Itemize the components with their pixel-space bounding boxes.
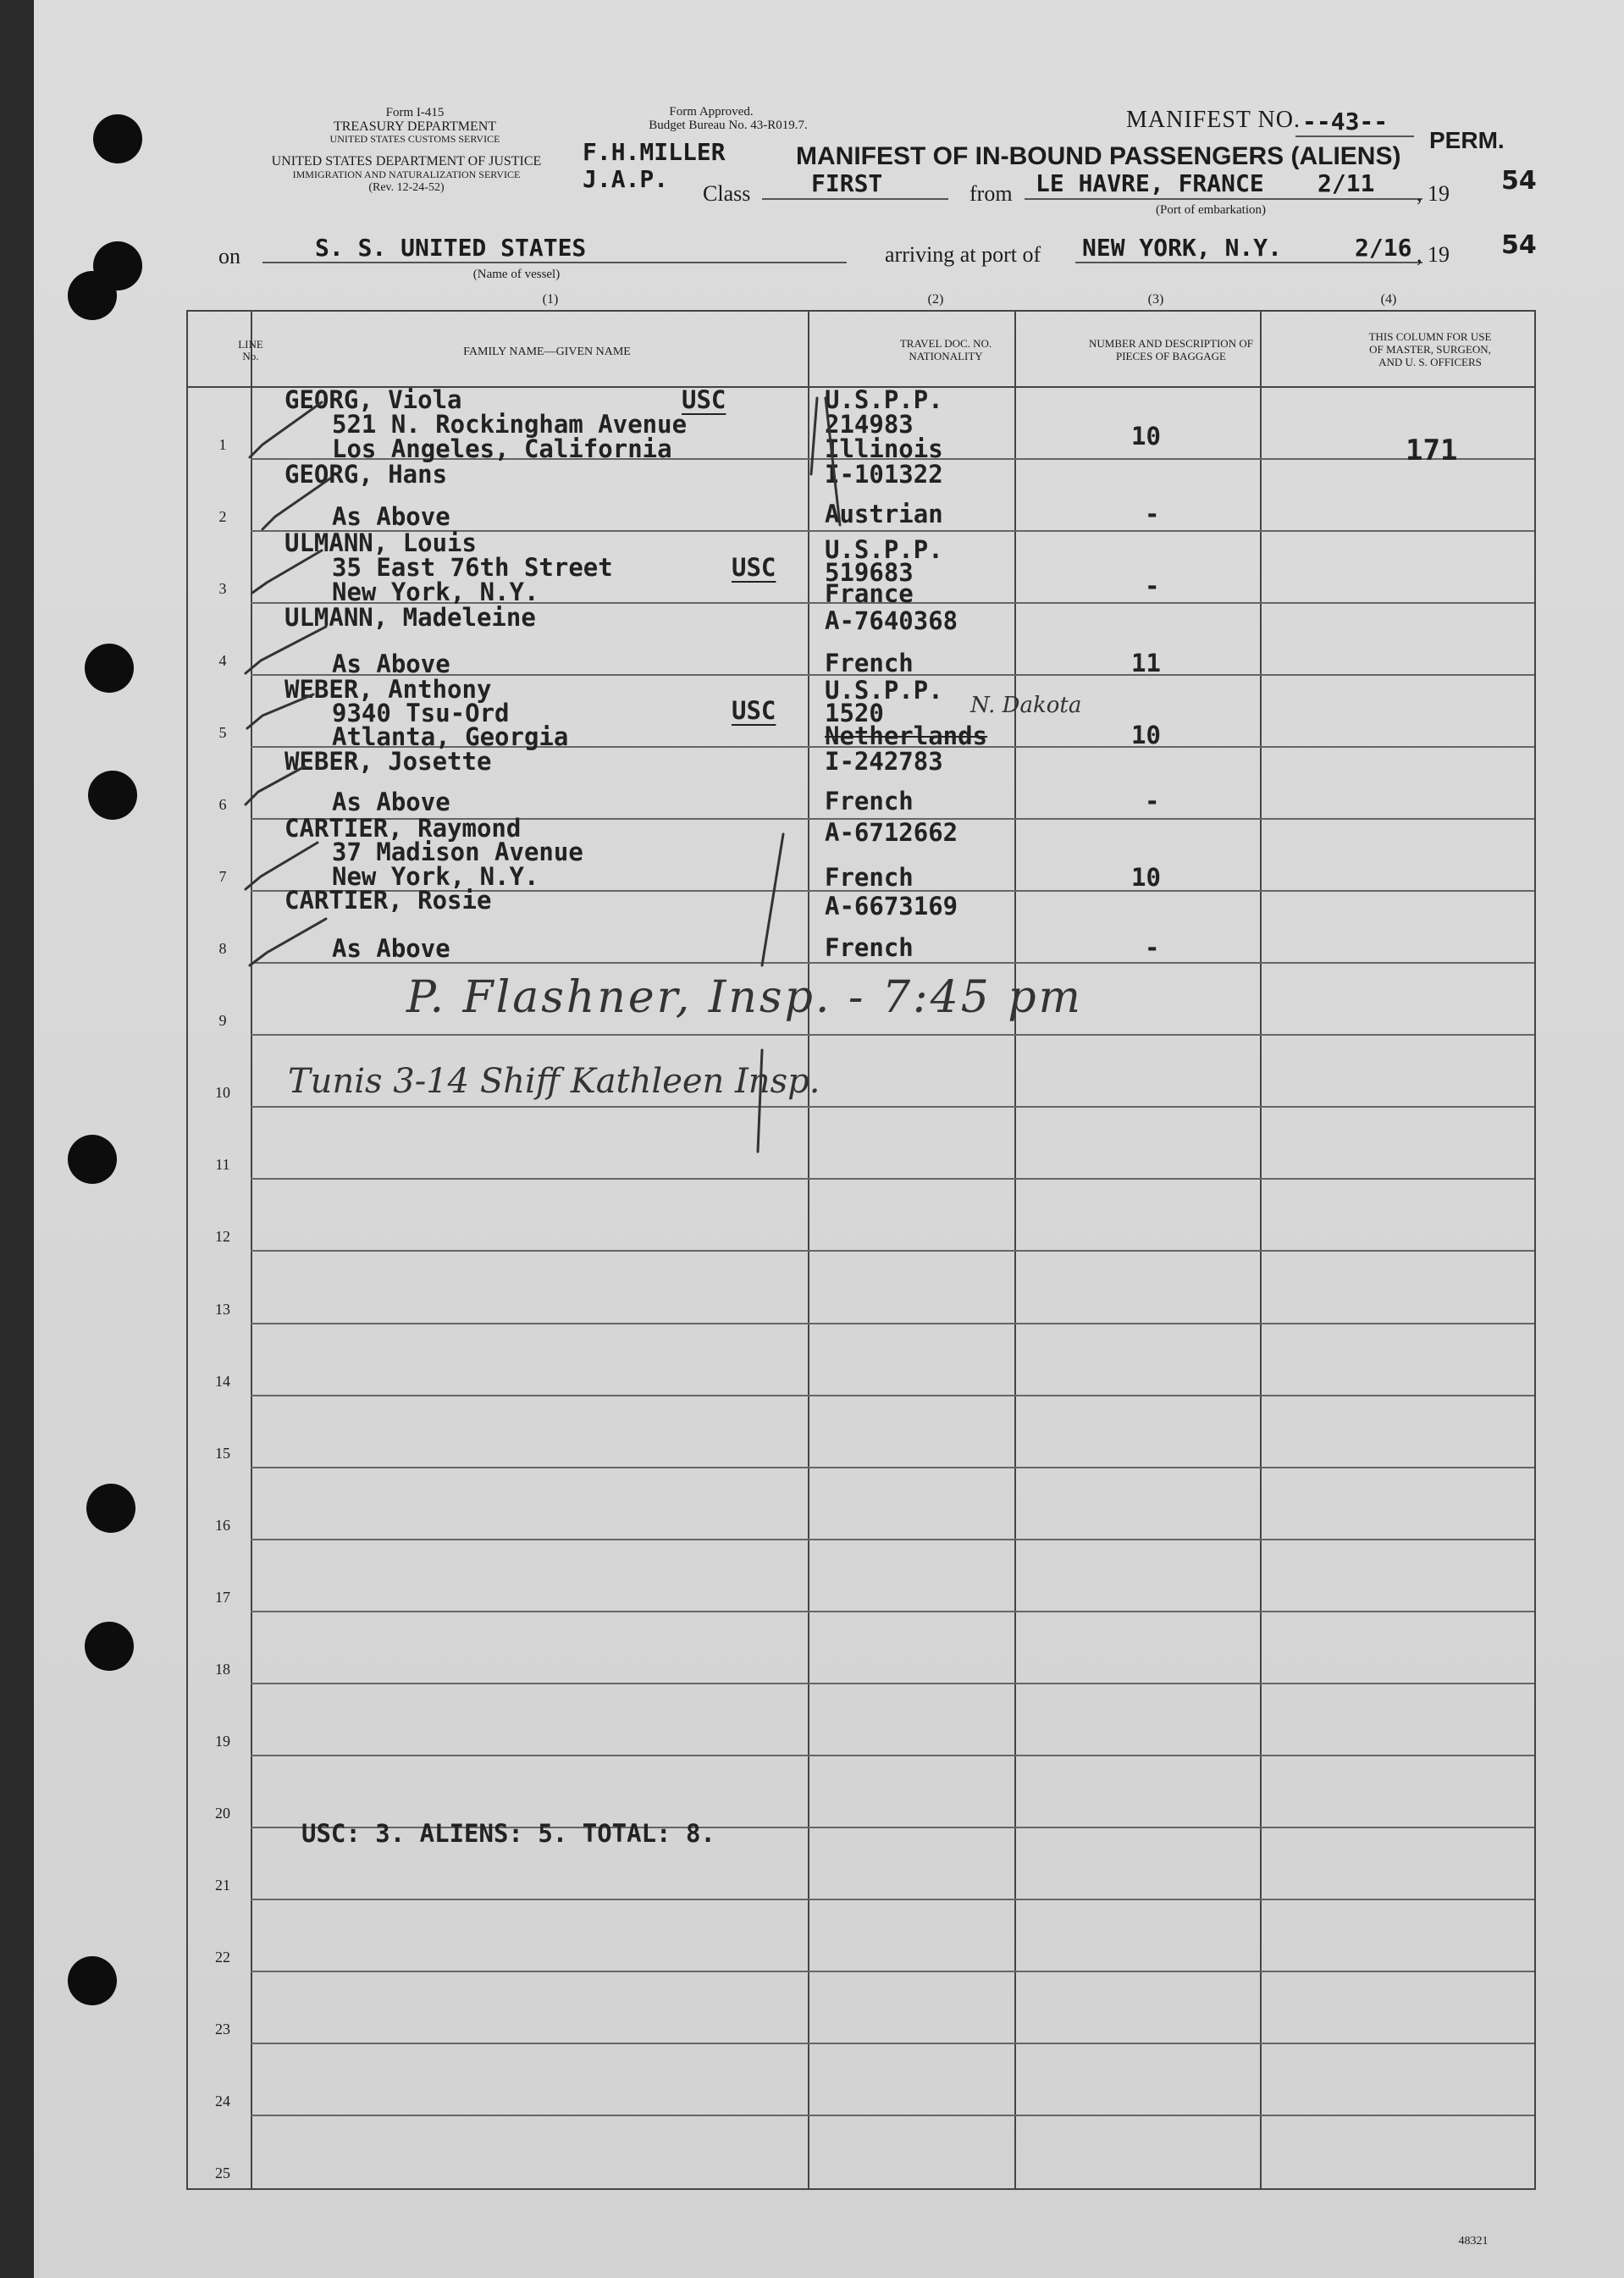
line-number: 25	[215, 2165, 230, 2181]
row-divider	[251, 1899, 1534, 1900]
nationality: France	[825, 579, 914, 608]
manifest-number: --43--	[1302, 108, 1389, 135]
passenger-address: As Above	[332, 788, 450, 816]
check-mark	[246, 843, 318, 889]
pen-stroke	[826, 398, 840, 525]
row-divider	[251, 1683, 1534, 1684]
perm-label: PERM.	[1429, 127, 1505, 153]
nationality: French	[825, 863, 914, 892]
line-number: 18	[215, 1661, 230, 1678]
line-number: 7	[218, 868, 227, 885]
travel-doc: 214983	[825, 410, 914, 439]
line-number: 23	[215, 2021, 230, 2037]
from-label: from	[969, 181, 1013, 206]
baggage-count: 10	[1131, 422, 1161, 451]
vessel-name: S. S. UNITED STATES	[315, 234, 587, 262]
travel-doc: A-6712662	[825, 818, 958, 847]
officer-number: 171	[1406, 434, 1458, 467]
class-value: FIRST	[811, 169, 883, 197]
travel-doc: 1520	[825, 699, 884, 727]
manifest-page	[34, 0, 1624, 2278]
check-mark	[246, 627, 326, 673]
port-embarkation-caption: (Port of embarkation)	[1156, 203, 1266, 217]
passenger-address: Los Angeles, California	[332, 434, 672, 463]
header-family-name: FAMILY NAME—GIVEN NAME	[463, 346, 631, 358]
budget-bureau: Budget Bureau No. 43-R019.7.	[649, 119, 808, 132]
passenger-name: ULMANN, Louis	[284, 528, 477, 557]
passenger-name: GEORG, Viola	[284, 385, 462, 414]
row-divider	[251, 1539, 1534, 1540]
line-number: 15	[215, 1445, 230, 1462]
travel-doc: A-7640368	[825, 606, 958, 635]
passenger-address: As Above	[332, 650, 450, 678]
line-number: 20	[215, 1805, 230, 1822]
form-approved: Form Approved.	[669, 105, 754, 119]
passenger-name: GEORG, Hans	[284, 460, 448, 489]
nationality: Illinois	[825, 434, 943, 463]
treasury-department: TREASURY DEPARTMENT	[333, 119, 497, 134]
inspector-signature: P. Flashner, Insp. - 7:45 pm	[406, 972, 1083, 1023]
travel-doc: A-6673169	[825, 892, 958, 921]
pen-stroke	[762, 834, 783, 965]
binder-hole	[86, 1484, 135, 1533]
baggage-count: -	[1145, 933, 1160, 962]
nationality-struck: Netherlands	[825, 722, 988, 750]
line-number: 9	[218, 1012, 227, 1029]
line-number: 8	[218, 940, 227, 957]
line-number: 12	[215, 1228, 230, 1245]
manifest-title: MANIFEST OF IN-BOUND PASSENGERS (ALIENS)	[796, 142, 1401, 170]
department-of-justice: UNITED STATES DEPARTMENT OF JUSTICE	[271, 154, 542, 169]
manifest-number-label: MANIFEST NO.	[1126, 107, 1301, 133]
line-number: 22	[215, 1949, 230, 1966]
usc-marker: USC	[732, 553, 776, 582]
immigration-service: IMMIGRATION AND NATURALIZATION SERVICE	[292, 169, 521, 180]
travel-doc: 519683	[825, 558, 914, 587]
travel-doc: I-101322	[825, 460, 943, 489]
line-number: 10	[215, 1084, 230, 1101]
usc-marker: USC	[682, 385, 726, 414]
binder-hole	[68, 1956, 117, 2005]
departure-date: 2/11	[1317, 169, 1375, 197]
header-baggage: NUMBER AND DESCRIPTION OF PIECES OF BAGGAGE	[1089, 337, 1253, 362]
passenger-address: As Above	[332, 934, 450, 963]
revision-date: (Rev. 12-24-52)	[368, 181, 445, 194]
passenger-address: New York, N.Y.	[332, 862, 539, 891]
passenger-address: 521 N. Rockingham Avenue	[332, 410, 688, 439]
check-marks	[34, 0, 1624, 1186]
row-divider	[251, 1611, 1534, 1612]
binder-hole	[85, 1622, 134, 1671]
travel-doc: U.S.P.P.	[825, 385, 943, 414]
row-divider	[251, 1395, 1534, 1396]
inspector-note: Tunis 3-14 Shiff Kathleen Insp.	[288, 1062, 820, 1101]
usc-marker: USC	[732, 696, 776, 725]
passenger-name: WEBER, Anthony	[284, 675, 492, 704]
check-mark	[250, 919, 326, 965]
line-number: 1	[218, 436, 227, 453]
row-divider	[251, 1250, 1534, 1252]
nationality: French	[825, 933, 914, 962]
passenger-name: ULMANN, Madeleine	[284, 603, 536, 632]
arriving-label: arriving at port of	[885, 242, 1041, 267]
arrival-port: NEW YORK, N.Y.	[1082, 234, 1283, 262]
line-number: 5	[218, 724, 227, 741]
line-number: 11	[215, 1156, 230, 1173]
passenger-address: As Above	[332, 502, 450, 531]
footer-code: 48321	[1458, 2235, 1489, 2248]
line-number: 4	[218, 652, 227, 669]
row-divider	[251, 1467, 1534, 1468]
check-mark	[247, 694, 313, 728]
travel-doc: I-242783	[825, 747, 943, 776]
row-divider	[251, 1323, 1534, 1324]
year-handwritten-2: 54	[1501, 230, 1537, 260]
year-handwritten: 54	[1501, 166, 1537, 196]
row-divider	[251, 2115, 1534, 2116]
baggage-count: 10	[1131, 863, 1161, 892]
class-label: Class	[703, 181, 751, 206]
passenger-address: Atlanta, Georgia	[332, 722, 569, 751]
on-label: on	[218, 244, 240, 268]
vessel-caption: (Name of vessel)	[472, 268, 561, 281]
row-divider	[251, 1971, 1534, 1972]
passenger-name: CARTIER, Raymond	[284, 814, 522, 843]
passenger-name: WEBER, Josette	[284, 747, 492, 776]
passenger-totals: USC: 3. ALIENS: 5. TOTAL: 8.	[301, 1819, 715, 1848]
passenger-address: New York, N.Y.	[332, 578, 539, 606]
col-number: (1)	[542, 292, 559, 307]
travel-doc: U.S.P.P.	[825, 535, 943, 564]
line-number: 19	[215, 1733, 230, 1750]
header-travel-doc: TRAVEL DOC. NO. NATIONALITY	[899, 337, 992, 362]
col-number: (3)	[1147, 292, 1164, 307]
initials-jap: J.A.P.	[583, 165, 669, 193]
arrival-date: 2/16	[1355, 234, 1412, 262]
col-number: (2)	[927, 292, 944, 307]
baggage-count: 10	[1131, 721, 1161, 749]
check-mark	[250, 402, 322, 457]
year-prefix: , 19	[1417, 181, 1450, 206]
col-number: (4)	[1380, 292, 1397, 307]
passenger-address: 37 Madison Avenue	[332, 838, 583, 866]
line-number: 2	[218, 508, 227, 525]
baggage-count: 11	[1131, 649, 1161, 677]
check-mark	[246, 766, 305, 804]
pen-stroke	[758, 1050, 762, 1152]
nationality-handwritten: N. Dakota	[970, 693, 1082, 718]
customs-service: UNITED STATES CUSTOMS SERVICE	[329, 133, 500, 145]
check-mark	[262, 478, 330, 529]
passenger-name: CARTIER, Rosie	[284, 886, 492, 915]
pen-stroke	[811, 398, 817, 474]
check-mark	[252, 550, 322, 593]
nationality: French	[825, 787, 914, 816]
header-line-no: LINE No.	[238, 338, 263, 362]
header-officers-use: THIS COLUMN FOR USE OF MASTER, SURGEON, AND U. S. OFFICERS	[1368, 330, 1492, 368]
passenger-address: 9340 Tsu-Ord	[332, 699, 510, 727]
travel-doc: U.S.P.P.	[825, 676, 943, 705]
baggage-count: -	[1145, 787, 1160, 816]
passenger-address: 35 East 76th Street	[332, 553, 613, 582]
baggage-count: -	[1145, 572, 1160, 600]
row-divider	[251, 2043, 1534, 2044]
line-number: 3	[218, 580, 227, 597]
form-id: Form I-415	[385, 106, 445, 119]
line-number: 21	[215, 1877, 230, 1894]
line-number: 13	[215, 1301, 230, 1318]
row-divider	[251, 1755, 1534, 1756]
year-prefix-2: , 19	[1417, 242, 1450, 267]
initials-miller: F.H.MILLER	[583, 138, 726, 166]
line-number: 16	[215, 1517, 230, 1534]
line-number: 6	[218, 796, 227, 813]
line-number: 14	[215, 1373, 230, 1390]
port-of-embarkation: LE HAVRE, FRANCE	[1036, 169, 1264, 197]
nationality: French	[825, 649, 914, 677]
nationality: Austrian	[825, 500, 943, 528]
baggage-count: -	[1145, 500, 1160, 528]
line-number: 17	[215, 1589, 230, 1606]
line-number: 24	[215, 2093, 230, 2109]
